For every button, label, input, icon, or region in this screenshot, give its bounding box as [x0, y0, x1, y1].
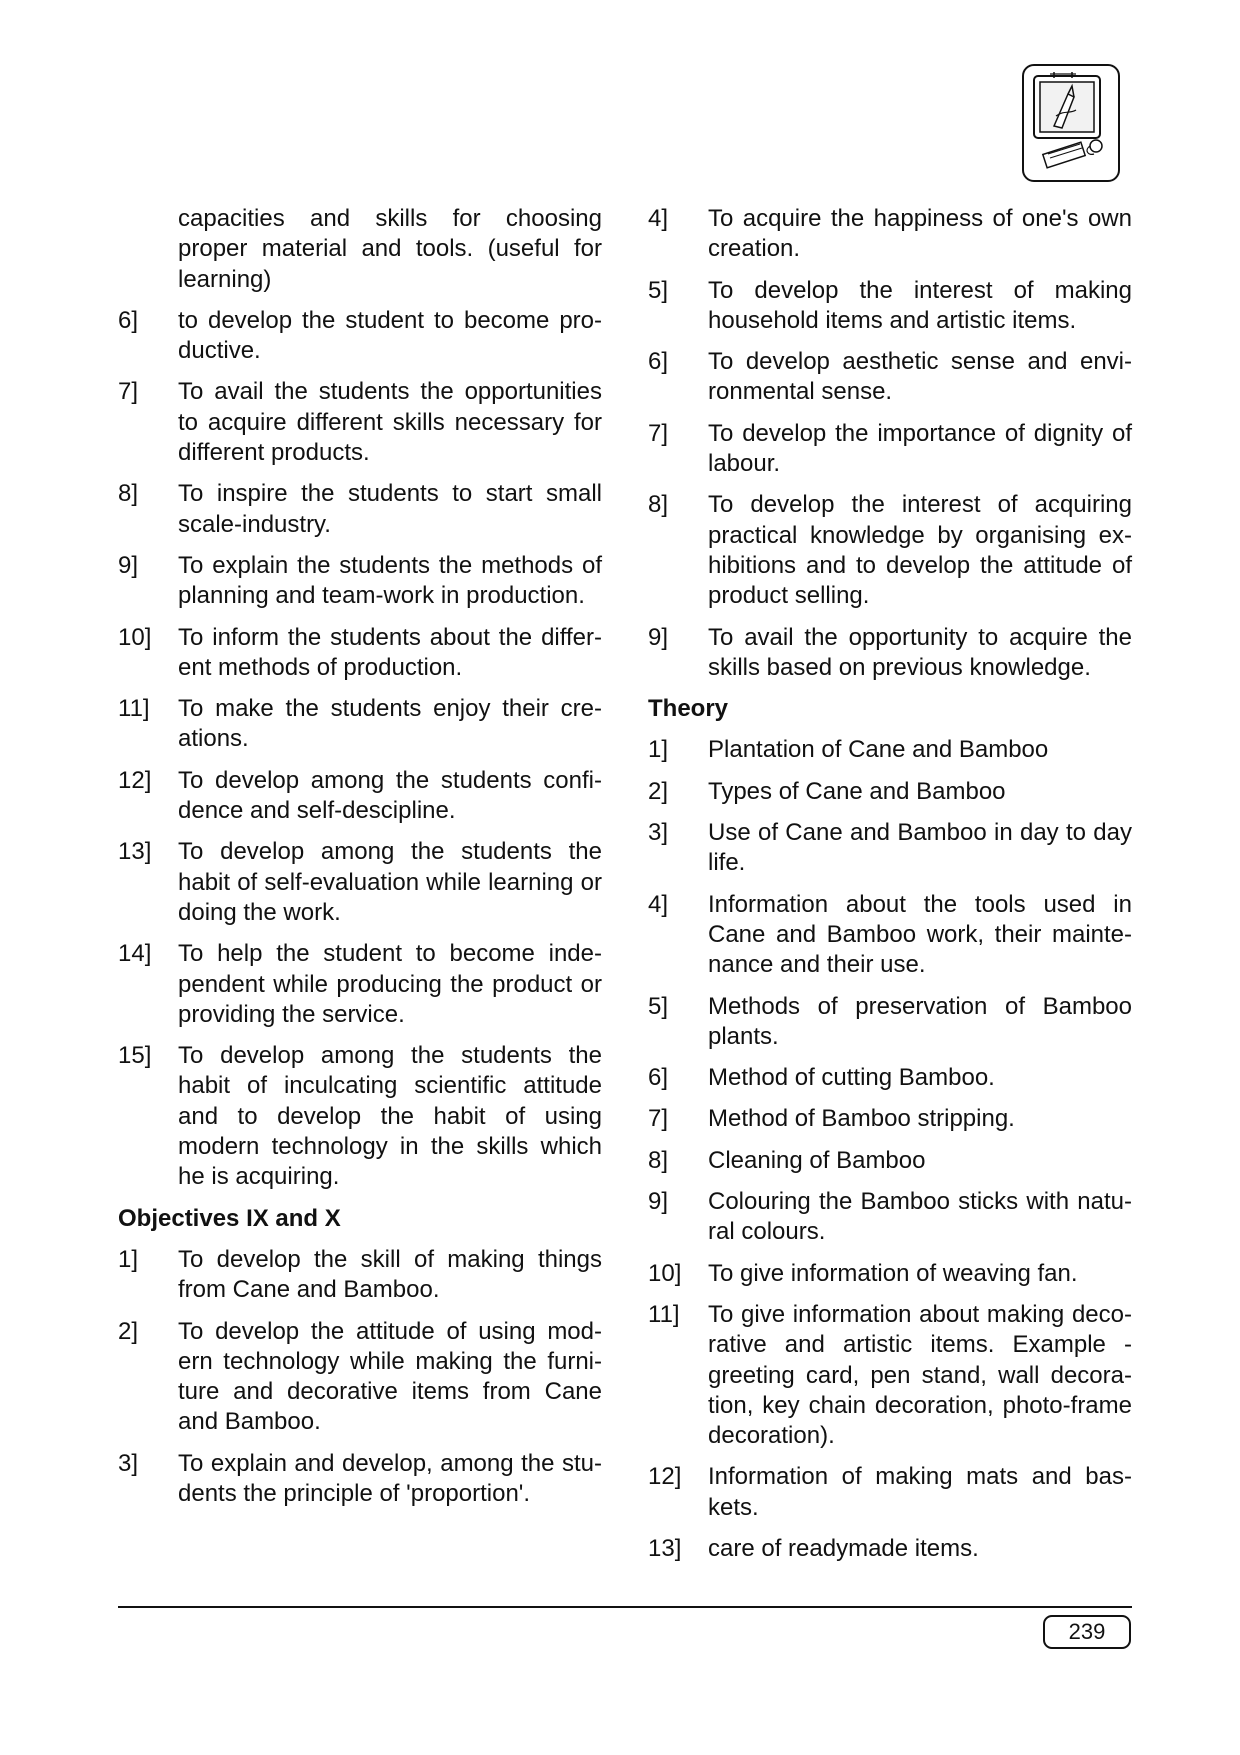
item-text: To develop among the students the habit of inculcating scientific attitude and to develop the habit of using modern technology in the skills which he is acquiring.	[178, 1042, 602, 1191]
item-number: 9]	[648, 1188, 669, 1216]
list-item	[118, 1041, 602, 1192]
item-text: To give information about making deco-rative and artistic items. Example - greeting card, pen stand, wall decora-tion, key chain decoration, photo-frame decoration).	[708, 1300, 1132, 1450]
item-number: 12]	[648, 1463, 682, 1491]
list-item	[118, 766, 602, 827]
item-text: to develop the student to become pro-ductive.	[178, 306, 602, 365]
list-item	[648, 276, 1132, 337]
item-text: To help the student to become inde-pendent while producing the product or providing the service.	[178, 940, 602, 1028]
item-number: 11]	[118, 695, 150, 723]
item-text: To develop the skill of making things from Cane and Bamboo.	[178, 1245, 602, 1304]
item-number: 9]	[648, 623, 669, 651]
list-item	[118, 1317, 602, 1438]
item-text: To avail the students the opportunities to acquire different skills necessary for different products.	[178, 378, 602, 467]
theory-heading: Theory	[648, 695, 729, 723]
list-item	[648, 490, 1132, 611]
item-text: Types of Cane and Bamboo	[708, 777, 1006, 805]
item-text: Information about the tools used in Cane and Bamboo work, their mainte-nance and their use.	[708, 890, 1132, 979]
item-number: 6]	[648, 1064, 669, 1092]
objectives-heading: Objectives IX and X	[118, 1204, 341, 1232]
item-number: 8]	[118, 480, 139, 508]
item-text: To develop the interest of acquiring practical knowledge by organising ex-hibitions and to develop the attitude of product selling.	[708, 491, 1132, 610]
item-number: 7]	[118, 378, 139, 406]
list-item	[648, 818, 1132, 879]
item-number: 10]	[118, 623, 152, 651]
list-item	[118, 694, 602, 755]
list-item	[648, 890, 1132, 981]
item-number: 3]	[648, 819, 669, 847]
item-number: 5]	[648, 276, 669, 304]
item-number: 5]	[648, 992, 669, 1020]
item-number: 11]	[648, 1300, 680, 1328]
item-text: Method of cutting Bamboo.	[708, 1064, 995, 1092]
list-item	[648, 1534, 1132, 1564]
item-text: To inform the students about the differ-ent methods of production.	[178, 623, 602, 681]
item-text: Methods of preservation of Bamboo plants.	[708, 992, 1132, 1050]
item-text: To develop the attitude of using mod-ern technology while making the furni-ture and decorative items from Cane and Bamboo.	[178, 1317, 602, 1436]
right-column	[648, 204, 1132, 1575]
list-item	[648, 419, 1132, 480]
list-item	[648, 1300, 1132, 1451]
item-number: 3]	[118, 1449, 139, 1477]
list-item	[118, 377, 602, 468]
list-item	[648, 992, 1132, 1053]
item-text: To develop aesthetic sense and envi-ronmental sense.	[708, 348, 1132, 406]
list-item	[118, 1245, 602, 1306]
item-number: 7]	[648, 419, 669, 447]
item-number: 8]	[648, 491, 669, 519]
item-number: 2]	[648, 777, 669, 805]
item-text: To make the students enjoy their cre-ations.	[178, 695, 602, 753]
list-item	[118, 306, 602, 367]
list-item	[648, 1146, 1132, 1176]
item-number: 15]	[118, 1042, 152, 1070]
item-number: 9]	[118, 551, 139, 579]
item-text: To develop the importance of dignity of labour.	[708, 419, 1132, 478]
item-number: 6]	[648, 348, 669, 376]
item-text: Use of Cane and Bamboo in day to day life.	[708, 819, 1132, 877]
left-column	[118, 204, 602, 1520]
list-item	[648, 1462, 1132, 1523]
footer-rule	[118, 1606, 1132, 1608]
item-text: Cleaning of Bamboo	[708, 1146, 926, 1174]
item-number: 2]	[118, 1317, 139, 1345]
item-text: To develop among the students the habit of self-evaluation while learning or doing the work.	[178, 838, 602, 926]
list-item	[648, 735, 1132, 765]
item-text: Colouring the Bamboo sticks with natu-ral colours.	[708, 1188, 1132, 1246]
item-number: 1]	[118, 1245, 139, 1273]
item-number: 1]	[648, 736, 669, 764]
list-item	[648, 1104, 1132, 1134]
item-number: 13]	[648, 1534, 682, 1562]
item-number: 7]	[648, 1105, 669, 1133]
list-item	[118, 623, 602, 684]
item-text: Plantation of Cane and Bamboo	[708, 736, 1049, 764]
item-text: To explain the students the methods of planning and team-work in production.	[178, 551, 602, 610]
item-number: 12]	[118, 766, 152, 794]
continued-paragraph: capacities and skills for choosing proper material and tools. (useful for learning)	[178, 205, 602, 293]
list-item	[648, 1259, 1132, 1289]
item-number: 4]	[648, 890, 669, 918]
item-text: To avail the opportunity to acquire the skills based on previous knowledge.	[708, 623, 1132, 681]
list-item	[648, 623, 1132, 684]
page-number: 239	[1043, 1615, 1131, 1649]
item-number: 14]	[118, 940, 152, 968]
item-number: 6]	[118, 306, 139, 334]
item-number: 13]	[118, 838, 152, 866]
list-item	[118, 479, 602, 540]
list-item	[648, 1063, 1132, 1093]
item-text: Information of making mats and bas-kets.	[708, 1463, 1132, 1521]
item-text: care of readymade items.	[708, 1534, 979, 1562]
item-text: To acquire the happiness of one's own creation.	[708, 205, 1132, 263]
item-text: To inspire the students to start small scale-industry.	[178, 480, 602, 538]
item-number: 4]	[648, 205, 669, 232]
list-item	[648, 777, 1132, 807]
list-item	[118, 1449, 602, 1510]
item-number: 8]	[648, 1146, 669, 1174]
list-item	[118, 837, 602, 928]
item-number: 10]	[648, 1259, 682, 1287]
computer-drawing-icon	[1022, 64, 1120, 182]
item-text: Method of Bamboo stripping.	[708, 1105, 1015, 1133]
item-text: To develop among the students confi-dence and self-descipline.	[178, 766, 602, 825]
item-text: To develop the interest of making household items and artistic items.	[708, 276, 1132, 334]
item-text: To give information of weaving fan.	[708, 1259, 1078, 1287]
item-text: To explain and develop, among the stu-dents the principle of 'proportion'.	[178, 1449, 602, 1507]
list-item	[648, 1187, 1132, 1248]
list-item	[648, 347, 1132, 408]
list-item	[118, 551, 602, 612]
list-item	[118, 939, 602, 1030]
list-item	[648, 204, 1132, 265]
